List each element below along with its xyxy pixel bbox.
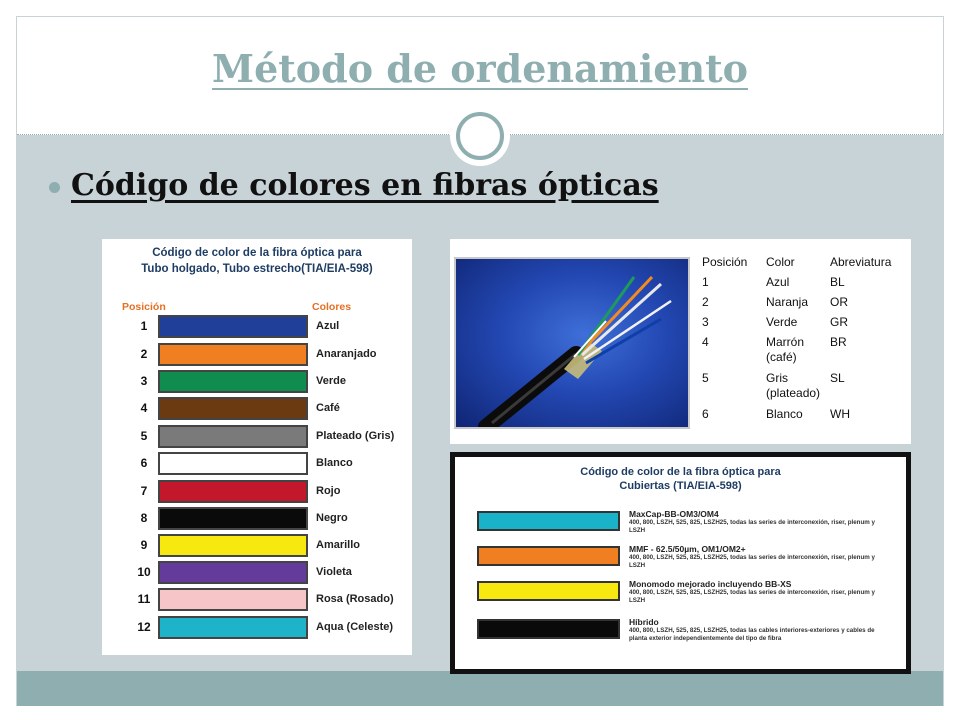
jacket-type-description: 400, 800, LSZH, 525, 825, LSZH25, todas las series de interconexión, riser, plenum y LSZH bbox=[629, 554, 875, 569]
cell-position: 5 bbox=[702, 371, 709, 385]
jacket-color-table bbox=[450, 452, 911, 674]
cell-abbreviation: BR bbox=[830, 335, 847, 349]
fiber-color-row bbox=[102, 561, 412, 585]
jacket-color-row bbox=[477, 617, 897, 653]
fiber-position: 7 bbox=[140, 484, 148, 498]
jacket-type-description: 400, 800, LSZH, 525, 825, LSZH25, todas las series de interconexión, riser, plenum y LSZH bbox=[629, 589, 875, 604]
color-swatch bbox=[158, 397, 308, 420]
jacket-color-row bbox=[477, 579, 897, 615]
jacket-title-line1: Código de color de la fibra óptica para bbox=[580, 466, 781, 478]
jacket-type-title: MMF - 62.5/50µm, OM1/OM2+ bbox=[629, 544, 746, 554]
footer-band bbox=[17, 671, 943, 706]
fiber-color-name: Azul bbox=[316, 320, 340, 332]
fiber-color-row bbox=[102, 507, 412, 531]
color-swatch bbox=[158, 561, 308, 584]
fiber-color-row bbox=[102, 616, 412, 640]
cell-color: Gris (plateado) bbox=[766, 371, 821, 400]
fiber-color-name: Negro bbox=[316, 512, 348, 524]
header-color: Color bbox=[766, 255, 795, 269]
jacket-type-title: Monomodo mejorado incluyendo BB-XS bbox=[629, 579, 792, 589]
jacket-type-title: MaxCap-BB-OM3/OM4 bbox=[629, 509, 719, 519]
fiber-color-row bbox=[102, 480, 412, 504]
ring-icon bbox=[456, 112, 504, 160]
bullet-text: Código de colores en fibras ópticas bbox=[71, 168, 659, 203]
jacket-type-title: Híbrido bbox=[629, 617, 659, 627]
fiber-position: 11 bbox=[137, 592, 151, 606]
color-swatch bbox=[158, 343, 308, 366]
color-swatch bbox=[158, 616, 308, 639]
cell-abbreviation: BL bbox=[830, 275, 845, 289]
cell-color: Azul bbox=[766, 275, 790, 289]
table-title-line1: Código de color de la fibra óptica para bbox=[152, 247, 362, 259]
jacket-color-row bbox=[477, 509, 897, 545]
fiber-cable-photo bbox=[454, 257, 690, 429]
cell-abbreviation: SL bbox=[830, 371, 845, 385]
cell-color: Naranja bbox=[766, 295, 809, 309]
fiber-color-row bbox=[102, 425, 412, 449]
color-swatch bbox=[158, 534, 308, 557]
jacket-color-swatch bbox=[477, 619, 620, 639]
header-abbreviation: Abreviatura bbox=[830, 255, 892, 269]
fiber-color-row bbox=[102, 534, 412, 558]
color-swatch bbox=[158, 588, 308, 611]
fiber-position: 8 bbox=[140, 511, 148, 525]
fiber-color-name: Anaranjado bbox=[316, 348, 377, 360]
jacket-color-swatch bbox=[477, 546, 620, 566]
fiber-color-name: Rojo bbox=[316, 485, 341, 497]
bullet-icon bbox=[49, 182, 60, 193]
cell-position: 4 bbox=[702, 335, 709, 349]
jacket-color-swatch bbox=[477, 581, 620, 601]
cell-position: 6 bbox=[702, 407, 709, 421]
jacket-color-row bbox=[477, 544, 897, 580]
fiber-position: 10 bbox=[137, 565, 151, 579]
color-swatch bbox=[158, 507, 308, 530]
color-swatch bbox=[158, 370, 308, 393]
fiber-color-name: Verde bbox=[316, 375, 346, 387]
table-title-line2: Tubo holgado, Tubo estrecho(TIA/EIA-598) bbox=[141, 263, 373, 275]
fiber-position: 5 bbox=[140, 429, 148, 443]
jacket-title-line2: Cubiertas (TIA/EIA-598) bbox=[619, 480, 742, 492]
fiber-color-row bbox=[102, 397, 412, 421]
fiber-color-name: Blanco bbox=[316, 457, 353, 469]
header-position: Posición bbox=[702, 255, 748, 269]
cell-position: 2 bbox=[702, 295, 709, 309]
jacket-type-description: 400, 800, LSZH, 525, 825, LSZH25, todas las cables interiores-exteriores y cables de planta exterior independientemente del tipo de fibra bbox=[629, 627, 875, 642]
fiber-color-name: Violeta bbox=[316, 566, 352, 578]
jacket-color-swatch bbox=[477, 511, 620, 531]
fiber-color-name: Aqua (Celeste) bbox=[316, 621, 394, 633]
cell-position: 3 bbox=[702, 315, 709, 329]
cell-position: 1 bbox=[702, 275, 709, 289]
color-swatch bbox=[158, 315, 308, 338]
fiber-color-row bbox=[102, 452, 412, 476]
slide-title: Método de ordenamiento bbox=[212, 46, 748, 91]
fiber-position: 2 bbox=[140, 347, 148, 361]
column-position-header: Posición bbox=[122, 301, 166, 313]
color-swatch bbox=[158, 480, 308, 503]
cell-color: Blanco bbox=[766, 407, 803, 421]
fiber-color-row bbox=[102, 315, 412, 339]
fiber-position: 3 bbox=[140, 374, 148, 388]
fiber-color-name: Amarillo bbox=[316, 539, 361, 551]
fiber-position: 4 bbox=[140, 401, 148, 415]
cell-color: Marrón (café) bbox=[766, 335, 805, 364]
fiber-position: 1 bbox=[140, 319, 148, 333]
fiber-color-name: Plateado (Gris) bbox=[316, 430, 395, 442]
cell-color: Verde bbox=[766, 315, 798, 329]
fiber-cable-illustration bbox=[456, 259, 688, 427]
fiber-position: 6 bbox=[140, 456, 148, 470]
fiber-color-row bbox=[102, 343, 412, 367]
cell-abbreviation: GR bbox=[830, 315, 848, 329]
color-swatch bbox=[158, 452, 308, 475]
fiber-color-name: Café bbox=[316, 402, 340, 414]
cable-photo-panel bbox=[450, 239, 911, 444]
fiber-color-row bbox=[102, 588, 412, 612]
column-colors-header: Colores bbox=[312, 301, 352, 313]
cell-abbreviation: OR bbox=[830, 295, 848, 309]
loose-tube-color-table bbox=[102, 239, 412, 655]
jacket-type-description: 400, 800, LSZH, 525, 825, LSZH25, todas las series de interconexión, riser, plenum y LSZH bbox=[629, 519, 875, 534]
fiber-color-row bbox=[102, 370, 412, 394]
fiber-position: 9 bbox=[140, 538, 148, 552]
fiber-color-name: Rosa (Rosado) bbox=[316, 593, 394, 605]
jacket-table-body bbox=[455, 457, 906, 669]
fiber-position: 12 bbox=[137, 620, 151, 634]
cell-abbreviation: WH bbox=[830, 407, 850, 421]
color-swatch bbox=[158, 425, 308, 448]
